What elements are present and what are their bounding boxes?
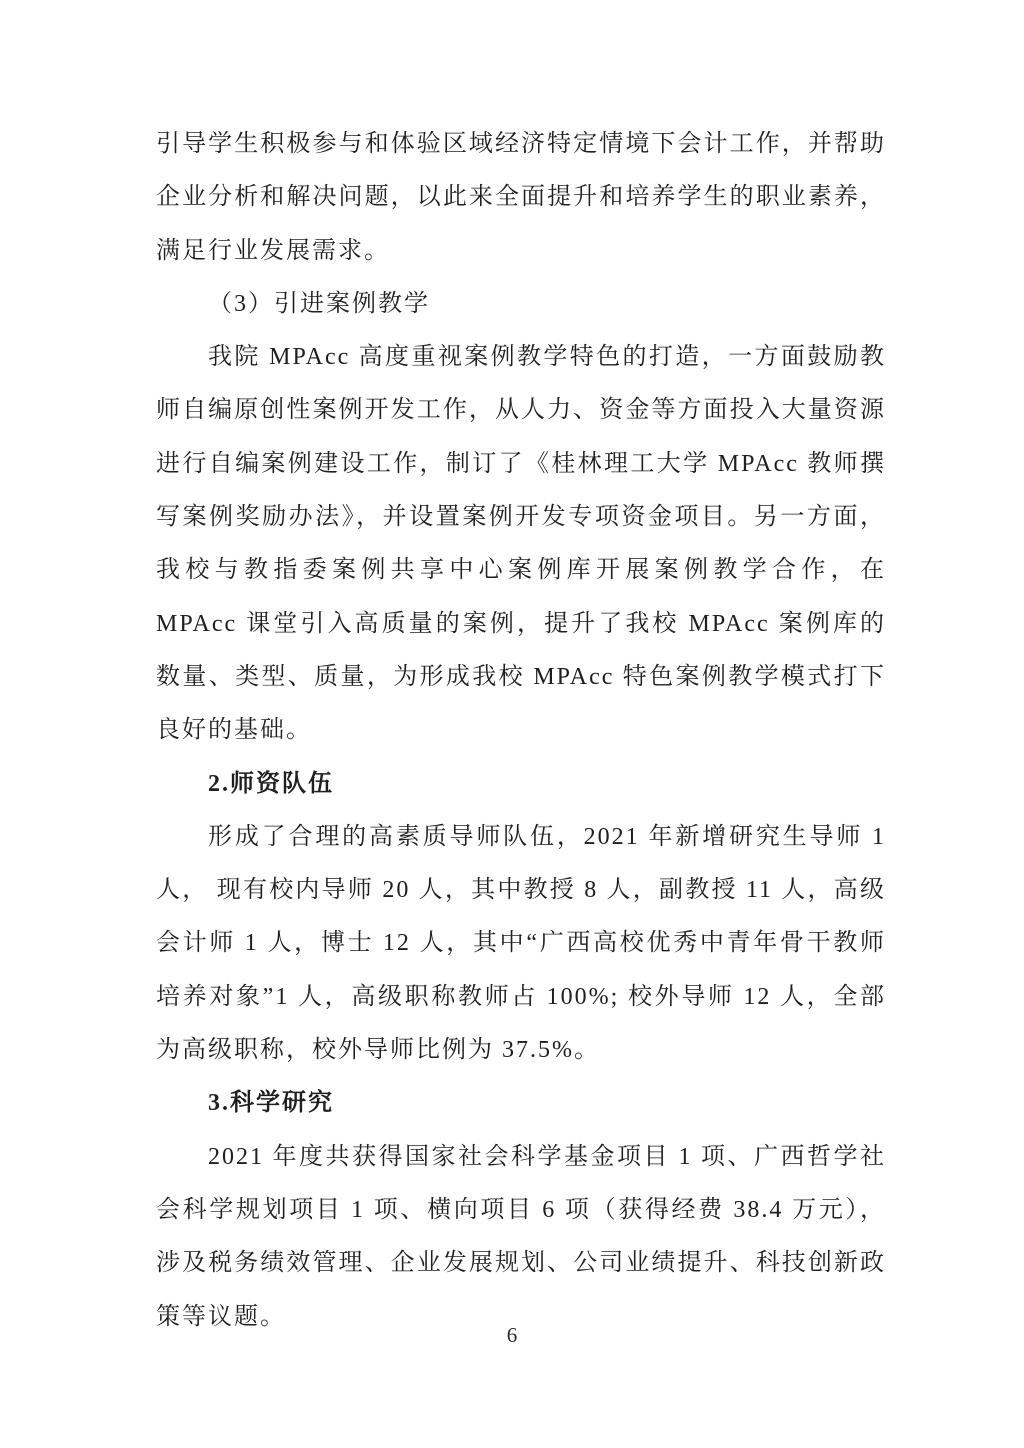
heading-scientific-research: 3.科学研究	[208, 1090, 334, 1117]
paragraph-continuation: 引导学生积极参与和体验区域经济特定情境下会计工作，并帮助企业分析和解决问题，以此来全面提升和培养学生的职业素养，满足行业发展需求。	[156, 131, 886, 264]
paragraph-faculty-team: 形成了合理的高素质导师队伍，2021 年新增研究生导师 1 人， 现有校内导师 20 人，其中教授 8 人，副教授 11 人，高级会计师 1 人，博士 12 人，其中“广西高校优秀中青年骨干教师培养对象”1 人，高级职称教师占 100%; 校外导师 12 人，全部为高级职称，校外导师比例为 37.5%。	[156, 823, 886, 1064]
subheading-case-teaching: （3）引进案例教学	[208, 290, 430, 317]
document-body	[156, 118, 886, 1344]
paragraph-case-teaching: 我院 MPAcc 高度重视案例教学特色的打造，一方面鼓励教师自编原创性案例开发工作，从人力、资金等方面投入大量资源进行自编案例建设工作，制订了《桂林理工大学 MPAcc 教师撰写案例奖励办法》，并设置案例开发专项资金项目。另一方面，我校与教指委案例共享中心案例库开展案例教学合作，在 MPAcc 课堂引入高质量的案例，提升了我校 MPAcc 案例库的数量、类型、质量，为形成我校 MPAcc 特色案例教学模式打下良好的基础。	[156, 344, 886, 744]
paragraph-scientific-research: 2021 年度共获得国家社会科学基金项目 1 项、广西哲学社会科学规划项目 1 项、横向项目 6 项（获得经费 38.4 万元），涉及税务绩效管理、企业发展规划、公司业绩提升、科技创新政策等议题。	[156, 1143, 886, 1330]
heading-faculty-team: 2.师资队伍	[208, 770, 334, 797]
page-number: 6	[506, 1323, 518, 1347]
page-footer	[0, 1322, 1024, 1348]
